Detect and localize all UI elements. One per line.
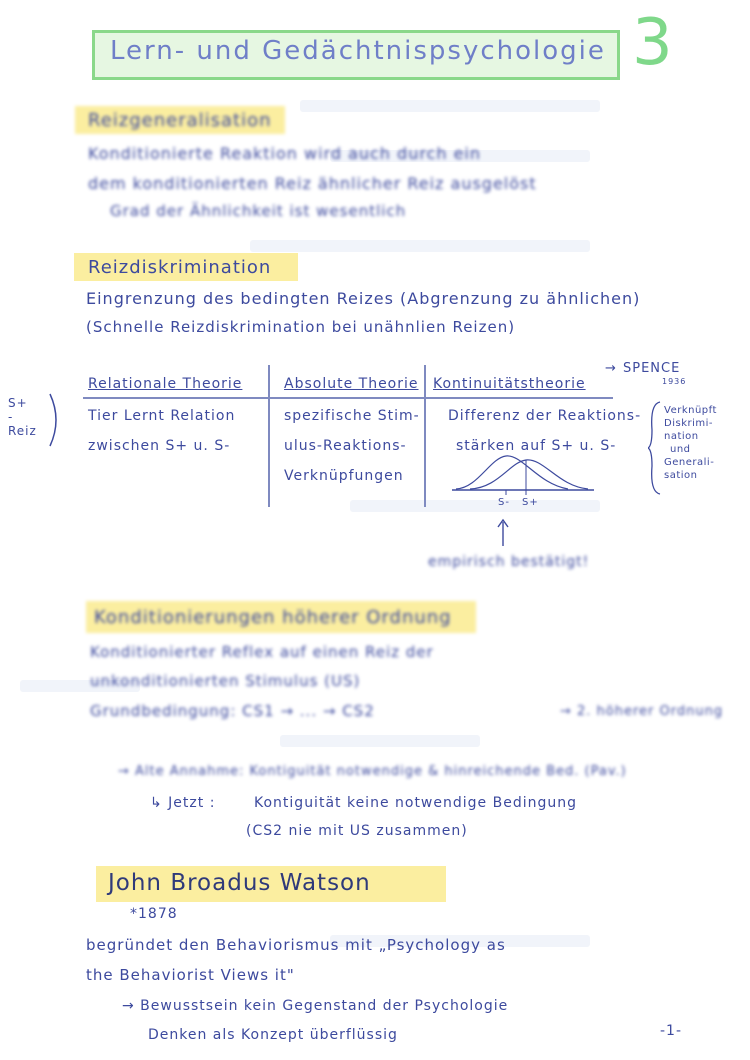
text-line: Grad der Ähnlichkeit ist wesentlich	[110, 202, 407, 220]
text-line: Denken als Konzept überflüssig	[148, 1027, 398, 1043]
right-note-line: sation	[664, 470, 698, 481]
table-header: Kontinuitätstheorie	[433, 376, 586, 392]
margin-note-line: S+	[8, 396, 28, 410]
table-cell: spezifische Stim-	[284, 408, 420, 424]
show-through	[280, 735, 480, 747]
table-header-rule	[83, 397, 613, 399]
right-brace	[648, 400, 664, 496]
spence-arrow: →	[605, 361, 617, 376]
right-note-line: und	[670, 444, 691, 455]
text-line: ↳ Jetzt :	[150, 795, 216, 811]
page-number: -1-	[660, 1023, 683, 1039]
margin-brace	[46, 392, 66, 448]
chapter-number: 3	[632, 6, 673, 80]
table-cell: zwischen S+ u. S-	[88, 438, 231, 454]
margin-note-line: Reiz	[8, 424, 37, 438]
table-cell: Tier Lernt Relation	[88, 408, 236, 424]
up-arrow-icon	[496, 518, 510, 548]
section-heading-reizgeneralisation: Reizgeneralisation	[88, 110, 272, 131]
table-column-divider	[268, 365, 270, 507]
right-note-line: Diskrimi-	[664, 418, 713, 429]
table-cell: ulus-Reaktions-	[284, 438, 407, 454]
curve-label: S-	[498, 497, 510, 508]
text-line: dem konditionierten Reiz ähnlicher Reiz ausgelöst	[88, 174, 537, 193]
right-note-line: nation	[664, 431, 699, 442]
right-note-line: Verknüpft	[664, 405, 717, 416]
page-title: Lern- und Gedächtnispsychologie	[110, 36, 606, 66]
text-line: Grundbedingung: CS1 → ... → CS2	[90, 702, 375, 720]
section-heading-hoehere-ordnung: Konditionierungen höherer Ordnung	[94, 607, 452, 628]
text-line: unkonditionierten Stimulus (US)	[90, 672, 361, 690]
right-note-line: Generali-	[664, 457, 715, 468]
text-line: (Schnelle Reizdiskrimination bei unähnlien Reizen)	[86, 318, 516, 336]
section-heading-reizdiskrimination: Reizdiskrimination	[88, 257, 272, 278]
table-header: Absolute Theorie	[284, 376, 419, 392]
generalization-curves-sketch	[448, 448, 598, 520]
text-line: (CS2 nie mit US zusammen)	[246, 823, 468, 839]
right-notes	[664, 404, 717, 482]
confirmation-note: empirisch bestätigt!	[428, 554, 590, 570]
show-through	[250, 240, 590, 252]
text-line: → Alte Annahme: Kontiguität notwendige & hinreichende Bed. (Pav.)	[118, 764, 627, 779]
text-line: Kontiguität keine notwendige Bedingung	[254, 795, 577, 811]
table-cell: Verknüpfungen	[284, 468, 404, 484]
text-line: → 2. höherer Ordnung	[560, 704, 724, 719]
text-line: Eingrenzung des bedingten Reizes (Abgrenzung zu ähnlichen)	[86, 289, 641, 308]
table-header: Relationale Theorie	[88, 376, 243, 392]
table-cell: stärken auf S+ u. S-	[456, 438, 617, 454]
birth-year: *1878	[130, 906, 178, 922]
spence-label: SPENCE	[623, 361, 681, 376]
text-line: the Behaviorist Views it"	[86, 966, 295, 984]
show-through	[300, 100, 600, 112]
margin-note-line: -	[8, 410, 14, 424]
table-column-divider	[424, 365, 426, 507]
text-line: Konditionierte Reaktion wird auch durch ein	[88, 144, 482, 163]
text-line: Konditionierter Reflex auf einen Reiz der	[90, 643, 434, 661]
text-line: begründet den Behaviorismus mit „Psychology as	[86, 936, 506, 954]
text-line: → Bewusstsein kein Gegenstand der Psychologie	[122, 998, 509, 1014]
section-heading-watson: John Broadus Watson	[108, 870, 371, 896]
curve-label: S+	[522, 497, 539, 508]
margin-note	[8, 396, 48, 438]
table-cell: Differenz der Reaktions-	[448, 408, 642, 424]
spence-year: 1936	[662, 377, 687, 386]
